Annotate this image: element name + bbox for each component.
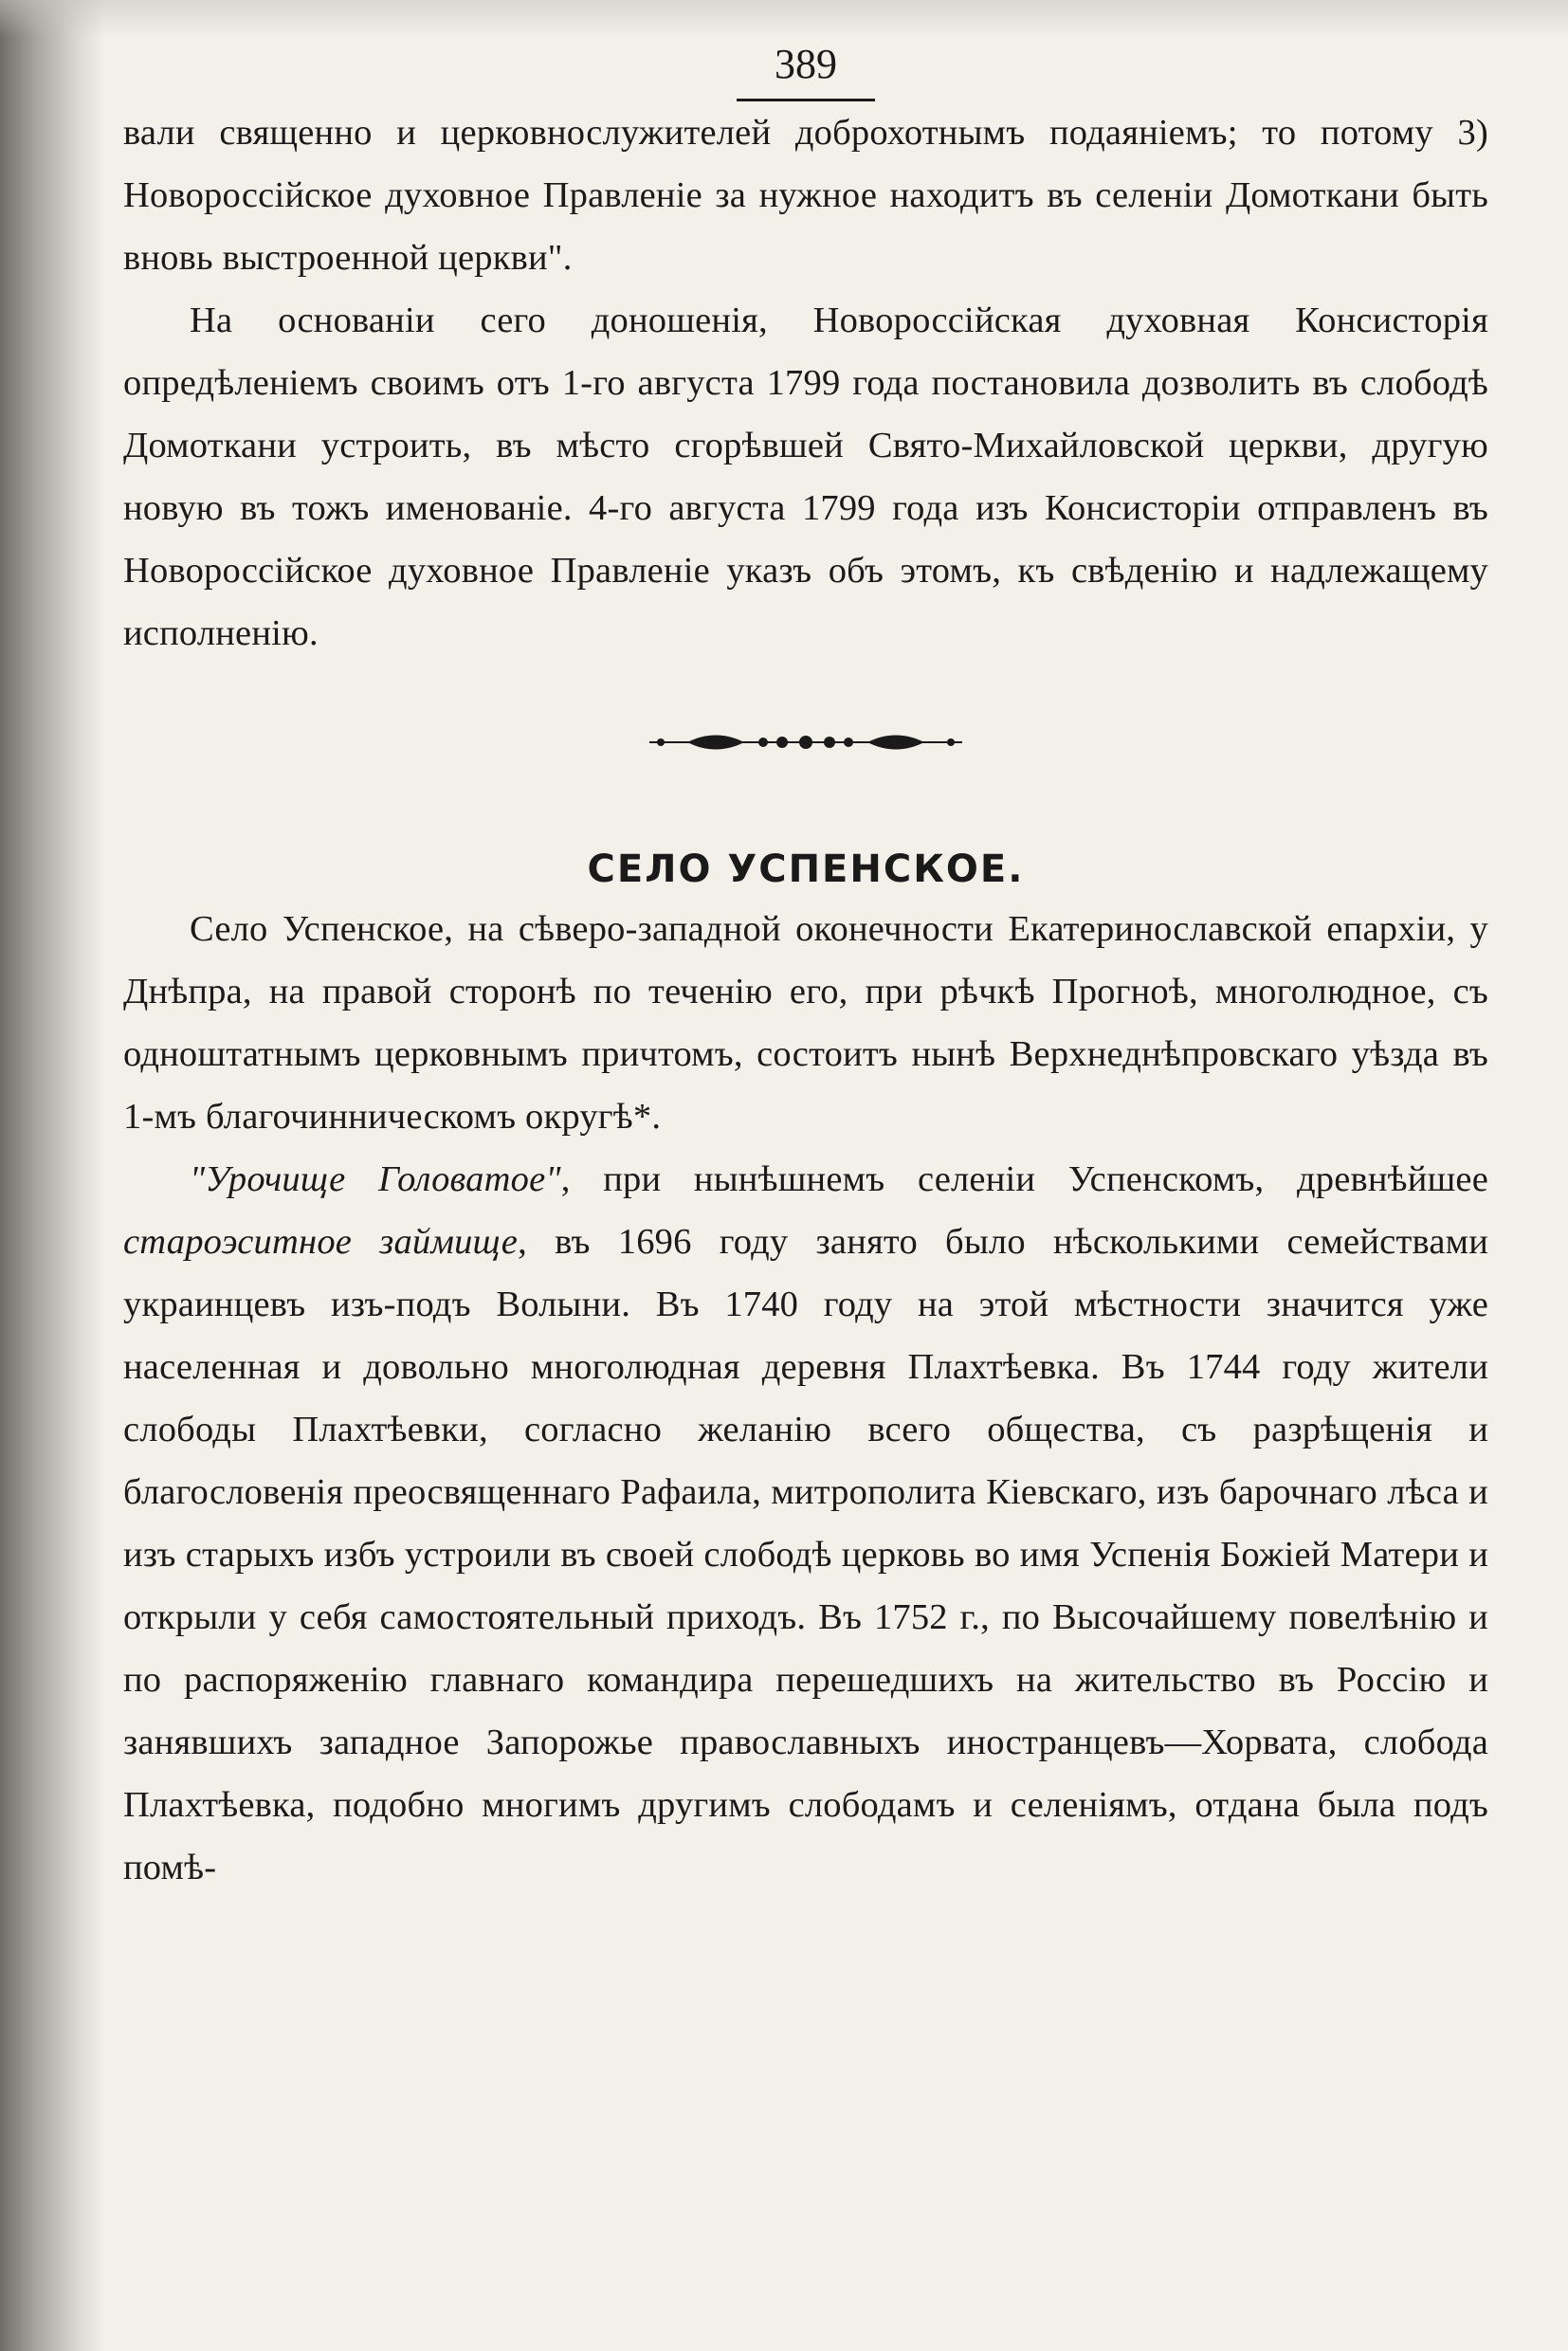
paragraph-history-text-2: , въ 1696 году занято было нѣсколькими семействами украинцевъ изъ-подъ Волыни. Въ 1740 году на этой мѣстности значится уже населенная и довольно многолюдная деревня Плахтѣевка. Въ 1744 году жители слободы Плахтѣевки, согласно желанію всего общества, съ разрѣщенія и благословенія преосвященнаго Рафаила, митрополита Кіевскаго, изъ барочнаго лѣса и изъ старыхъ избъ устроили въ своей слободѣ церковь во имя Успенія Божіей Матери и открыли у себя самостоятельный приходъ. Въ 1752 г., по Высочайшему повелѣнію и по распоряженію главнаго командира перешедшихъ на жительство въ Россію и занявшихъ западное Запорожье православныхъ иностранцевъ—Хорвата, слобода Плахтѣевка, подобно многимъ другимъ слободамъ и селеніямъ, отдана была подъ помѣ- bbox=[123, 1222, 1488, 1887]
page-number bbox=[123, 34, 1488, 101]
paragraph-history-text-1: , при нынѣшнемъ селеніи Успенскомъ, древнѣйшее bbox=[560, 1159, 1488, 1199]
section-title: СЕЛО УСПЕНСКОЕ. bbox=[587, 847, 1025, 891]
page-number-text: 389 bbox=[737, 34, 875, 101]
italic-phrase-urochishche: "Урочище Головатое" bbox=[190, 1159, 561, 1199]
page-content bbox=[123, 19, 1488, 1899]
italic-phrase-zaimishche: староэситное займище bbox=[123, 1222, 519, 1262]
paragraph-village-history bbox=[123, 1148, 1488, 1899]
paragraph-consistory-decision: На основаніи сего доношенія, Новороссійская духовная Консисторія опредѣленіемъ своимъ отъ 1-го августа 1799 года постановила дозволить въ слободѣ Домоткани устроить, въ мѣсто сгорѣвшей Свято-Михайловской церкви, другую новую въ тожъ именованіе. 4-го августа 1799 года изъ Консисторіи отправленъ въ Новороссійское духовное Правленіе указъ объ этомъ, къ свѣденію и надлежащему исполненію. bbox=[123, 301, 1488, 653]
paragraph-continuation: вали священно и церковнослужителей доброхотнымъ подаяніемъ; то потому 3) Новороссійское духовное Правленіе за нужное находитъ въ селеніи Домоткани быть вновь выстроенной церкви". bbox=[123, 113, 1488, 278]
paragraph-village-description: Село Успенское, на сѣверо-западной оконечности Екатеринославской епархіи, у Днѣпра, на правой сторонѣ по теченію его, при рѣчкѣ Прогноѣ, многолюдное, съ одноштатнымъ церковнымъ причтомъ, состоитъ нынѣ Верхнеднѣпровскаго уѣзда въ 1-мъ благочинническомъ округѣ*. bbox=[123, 909, 1488, 1137]
decorative-divider-icon bbox=[649, 731, 962, 754]
page-binding-shadow bbox=[0, 0, 104, 2351]
